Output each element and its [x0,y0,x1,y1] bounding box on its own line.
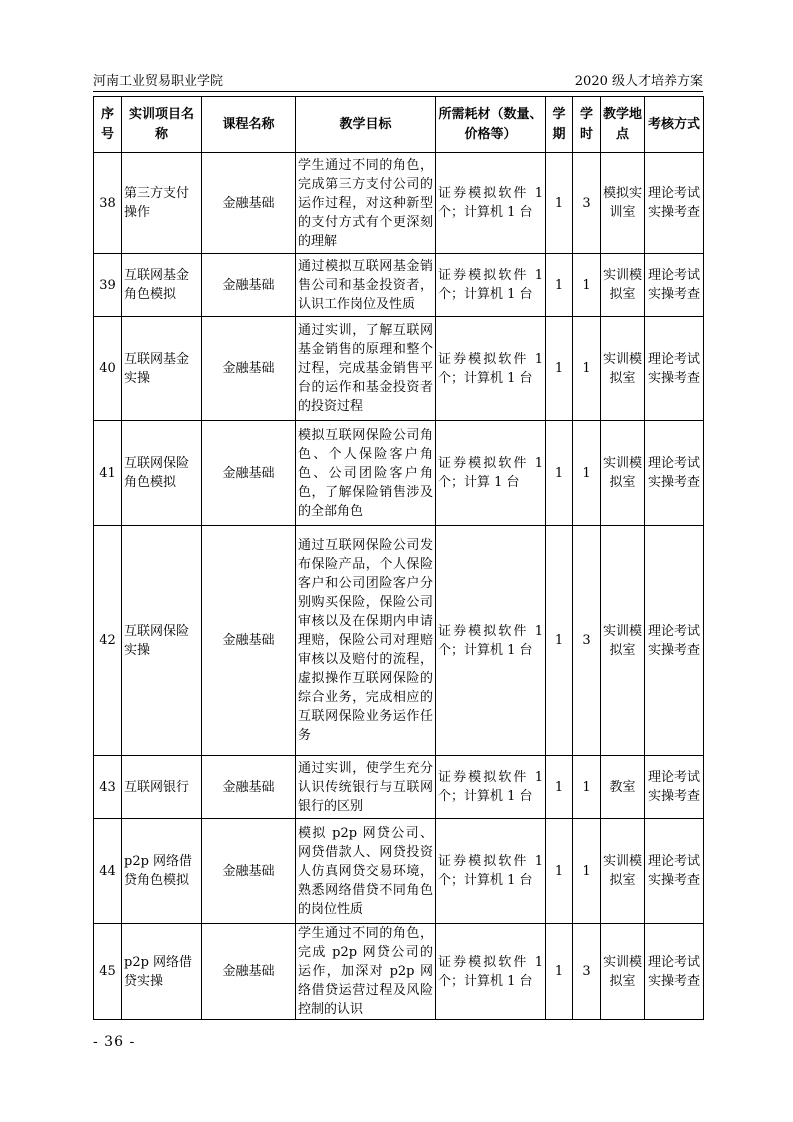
school-name: 河南工业贸易职业学院 [93,74,224,89]
hours: 1 [573,317,601,421]
assessment: 理论考试实操考查 [645,254,704,317]
teaching-goal: 通过模拟互联网基金销售公司和基金投资者，认识工作岗位及性质 [296,254,436,317]
row-number: 40 [94,317,122,421]
location: 实训模拟室 [601,254,645,317]
materials: 证券模拟软件 1 个；计算 1 台 [436,421,546,526]
materials: 证券模拟软件 1 个；计算机 1 台 [436,526,546,756]
teaching-goal: 通过互联网保险公司发布保险产品，个人保险客户和公司团险客户分别购买保险，保险公司审核以及在保期内申请理赔，保险公司对理赔审核以及赔付的流程，虚拟操作互联网保险的综合业务，完成相应的互联网保险业务运作任务 [296,526,436,756]
materials: 证券模拟软件 1 个；计算机 1 台 [436,254,546,317]
project-name: 互联网保险角色模拟 [122,421,202,526]
row-number: 39 [94,254,122,317]
project-name: 互联网基金实操 [122,317,202,421]
course-name: 金融基础 [202,819,296,924]
row-number: 44 [94,819,122,924]
materials: 证券模拟软件 1 个；计算机 1 台 [436,756,546,819]
location: 模拟实训室 [601,153,645,254]
term: 1 [546,153,573,254]
project-name: 第三方支付操作 [122,153,202,254]
materials: 证券模拟软件 1 个；计算机 1 台 [436,924,546,1020]
course-name: 金融基础 [202,924,296,1020]
assessment: 理论考试实操考查 [645,819,704,924]
column-header: 课程名称 [202,97,296,153]
row-number: 41 [94,421,122,526]
table-row [94,317,704,421]
term: 1 [546,756,573,819]
column-header: 教学地点 [601,97,645,153]
table-row [94,526,704,756]
materials: 证券模拟软件 1 个；计算机 1 台 [436,153,546,254]
page-number: - 36 - [93,1034,136,1050]
term: 1 [546,254,573,317]
course-name: 金融基础 [202,526,296,756]
table-row [94,254,704,317]
location: 教室 [601,756,645,819]
page-header [93,72,703,92]
hours: 3 [573,924,601,1020]
table-row [94,756,704,819]
row-number: 42 [94,526,122,756]
assessment: 理论考试实操考查 [645,526,704,756]
column-header: 教学目标 [296,97,436,153]
term: 1 [546,317,573,421]
assessment: 理论考试实操考查 [645,756,704,819]
row-number: 43 [94,756,122,819]
location: 实训模拟室 [601,819,645,924]
table-header-row [94,97,704,153]
table-row [94,421,704,526]
materials: 证券模拟软件 1 个；计算机 1 台 [436,819,546,924]
row-number: 38 [94,153,122,254]
table-row [94,924,704,1020]
location: 实训模拟室 [601,924,645,1020]
row-number: 45 [94,924,122,1020]
project-name: 互联网保险实操 [122,526,202,756]
term: 1 [546,819,573,924]
table-row [94,819,704,924]
project-name: p2p 网络借贷实操 [122,924,202,1020]
materials: 证券模拟软件 1 个；计算机 1 台 [436,317,546,421]
course-name: 金融基础 [202,421,296,526]
term: 1 [546,526,573,756]
teaching-goal: 通过实训，了解互联网基金销售的原理和整个过程，完成基金销售平台的运作和基金投资者的投资过程 [296,317,436,421]
header-divider [93,91,703,92]
column-header: 考核方式 [645,97,704,153]
hours: 1 [573,254,601,317]
term: 1 [546,421,573,526]
column-header: 序号 [94,97,122,153]
term: 1 [546,924,573,1020]
course-name: 金融基础 [202,153,296,254]
hours: 1 [573,756,601,819]
course-name: 金融基础 [202,254,296,317]
assessment: 理论考试实操考查 [645,317,704,421]
table-row [94,153,704,254]
hours: 1 [573,819,601,924]
location: 实训模拟室 [601,317,645,421]
location: 实训模拟室 [601,526,645,756]
course-name: 金融基础 [202,317,296,421]
teaching-goal: 模拟互联网保险公司角色、个人保险客户角色、公司团险客户角色，了解保险销售涉及的全部角色 [296,421,436,526]
hours: 3 [573,526,601,756]
assessment: 理论考试实操考查 [645,924,704,1020]
teaching-goal: 学生通过不同的角色，完成第三方支付公司的运作过程，对这种新型的支付方式有个更深刻的理解 [296,153,436,254]
column-header: 实训项目名称 [122,97,202,153]
assessment: 理论考试实操考查 [645,421,704,526]
course-name: 金融基础 [202,756,296,819]
hours: 1 [573,421,601,526]
column-header: 所需耗材（数量、价格等） [436,97,546,153]
project-name: 互联网银行 [122,756,202,819]
column-header: 学期 [546,97,573,153]
assessment: 理论考试实操考查 [645,153,704,254]
teaching-goal: 通过实训，使学生充分认识传统银行与互联网银行的区别 [296,756,436,819]
hours: 3 [573,153,601,254]
project-name: 互联网基金角色模拟 [122,254,202,317]
project-name: p2p 网络借贷角色模拟 [122,819,202,924]
location: 实训模拟室 [601,421,645,526]
document-title: 2020 级人才培养方案 [574,74,703,89]
teaching-goal: 模拟 p2p 网贷公司、网贷借款人、网贷投资人仿真网贷交易环境，熟悉网络借贷不同角色的岗位性质 [296,819,436,924]
training-table [93,96,704,1020]
teaching-goal: 学生通过不同的角色，完成 p2p 网贷公司的运作，加深对 p2p 网络借贷运营过程及风险控制的认识 [296,924,436,1020]
column-header: 学时 [573,97,601,153]
